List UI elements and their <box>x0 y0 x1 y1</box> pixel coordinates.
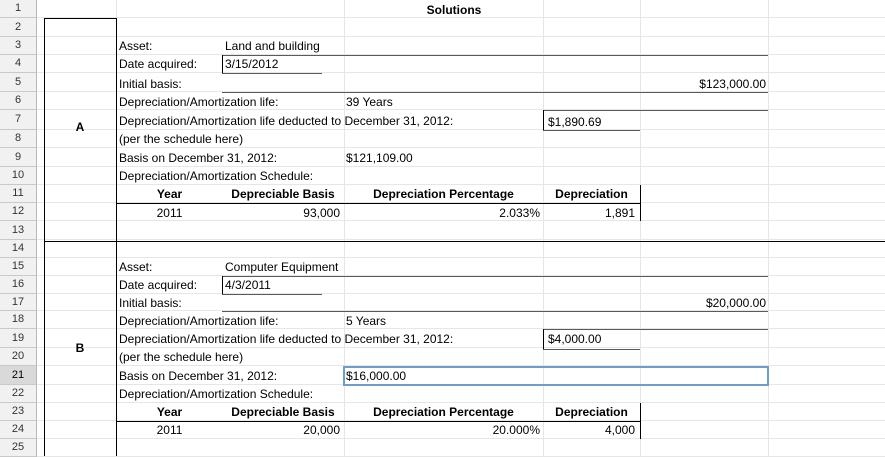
initial-basis-value-a[interactable]: $123,000.00 <box>699 77 766 91</box>
row-header-23[interactable]: 23 <box>0 403 37 421</box>
row-header-3[interactable]: 3 <box>0 37 37 55</box>
schedule-label-a: Depreciation/Amortization Schedule: <box>119 169 314 183</box>
row-header-10[interactable]: 10 <box>0 167 37 185</box>
basis-dec-value-a[interactable]: $121,109.00 <box>346 151 413 165</box>
row-header-24[interactable]: 24 <box>0 421 37 439</box>
row-header-22[interactable]: 22 <box>0 385 37 403</box>
date-acquired-value-a[interactable]: 3/15/2012 <box>225 57 279 71</box>
initial-basis-label-a: Initial basis: <box>119 77 182 91</box>
row-header-11[interactable]: 11 <box>0 185 37 203</box>
deducted-value-b[interactable]: $4,000.00 <box>548 332 602 346</box>
col-year-a: Year <box>156 187 183 201</box>
row-pct-b[interactable]: 20.000% <box>492 423 540 437</box>
row-header-8[interactable]: 8 <box>0 130 37 148</box>
row-header-16[interactable]: 16 <box>0 276 37 294</box>
asset-value-a[interactable]: Land and building <box>225 39 320 53</box>
sheet-title: Solutions <box>426 3 482 17</box>
life-label-b: Depreciation/Amortization life: <box>119 314 279 328</box>
basis-dec-label-b: Basis on December 31, 2012: <box>119 369 278 383</box>
row-header-18[interactable]: 18 <box>0 311 37 329</box>
row-dep-a[interactable]: 1,891 <box>604 206 635 220</box>
col-dep-b: Depreciation <box>555 405 628 419</box>
row-header-25[interactable]: 25 <box>0 439 37 457</box>
row-header-21[interactable]: 21 <box>0 366 37 385</box>
schedule-note-b: (per the schedule here) <box>119 350 244 364</box>
row-header-7[interactable]: 7 <box>0 110 37 130</box>
row-header-6[interactable]: 6 <box>0 92 37 110</box>
initial-basis-value-b[interactable]: $20,000.00 <box>705 296 766 310</box>
col-basis-a: Depreciable Basis <box>231 187 335 201</box>
date-acquired-label-a: Date acquired: <box>119 57 198 71</box>
asset-label-a: Asset: <box>119 39 153 53</box>
section-b-label: B <box>75 341 85 355</box>
row-header-15[interactable]: 15 <box>0 258 37 276</box>
row-header-4[interactable]: 4 <box>0 55 37 73</box>
row-header-20[interactable]: 20 <box>0 348 37 366</box>
section-divider <box>44 241 885 242</box>
schedule-label-b: Depreciation/Amortization Schedule: <box>119 387 314 401</box>
asset-value-b[interactable]: Computer Equipment <box>225 260 339 274</box>
basis-dec-label-a: Basis on December 31, 2012: <box>119 151 278 165</box>
row-header-17[interactable]: 17 <box>0 294 37 311</box>
row-pct-a[interactable]: 2.033% <box>499 206 540 220</box>
initial-basis-label-b: Initial basis: <box>119 296 182 310</box>
col-dep-a: Depreciation <box>555 187 628 201</box>
col-year-b: Year <box>156 405 183 419</box>
row-header-14[interactable]: 14 <box>0 240 37 258</box>
row-header-12[interactable]: 12 <box>0 203 37 221</box>
schedule-note-a: (per the schedule here) <box>119 132 244 146</box>
row-header-1[interactable]: 1 <box>0 0 37 18</box>
row-header-2[interactable]: 2 <box>0 18 37 37</box>
row-basis-a[interactable]: 93,000 <box>303 206 340 220</box>
row-basis-b[interactable]: 20,000 <box>303 423 340 437</box>
row-header-9[interactable]: 9 <box>0 148 37 167</box>
col-pct-a: Depreciation Percentage <box>373 187 514 201</box>
col-basis-b: Depreciable Basis <box>231 405 335 419</box>
life-value-a[interactable]: 39 Years <box>346 95 393 109</box>
active-cell-selection[interactable] <box>343 366 769 386</box>
row-header-19[interactable]: 19 <box>0 329 37 348</box>
date-acquired-value-b[interactable]: 4/3/2011 <box>225 278 271 292</box>
date-acquired-label-b: Date acquired: <box>119 278 198 292</box>
row-year-b[interactable]: 2011 <box>156 423 183 437</box>
life-value-b[interactable]: 5 Years <box>346 314 387 328</box>
row-header-5[interactable]: 5 <box>0 73 37 92</box>
col-pct-b: Depreciation Percentage <box>373 405 514 419</box>
basis-dec-value-b[interactable]: $16,000.00 <box>346 369 407 383</box>
row-year-a[interactable]: 2011 <box>156 206 183 220</box>
deducted-value-a[interactable]: $1,890.69 <box>548 115 602 129</box>
row-dep-b[interactable]: 4,000 <box>604 423 635 437</box>
life-label-a: Depreciation/Amortization life: <box>119 95 279 109</box>
row-header-13[interactable]: 13 <box>0 221 37 240</box>
deducted-label-b: Depreciation/Amortization life deducted to December 31, 2012: <box>119 332 454 346</box>
asset-label-b: Asset: <box>119 260 153 274</box>
section-a-label: A <box>75 120 85 134</box>
deducted-label-a: Depreciation/Amortization life deducted to December 31, 2012: <box>119 114 454 128</box>
section-a-top-border <box>44 18 117 19</box>
